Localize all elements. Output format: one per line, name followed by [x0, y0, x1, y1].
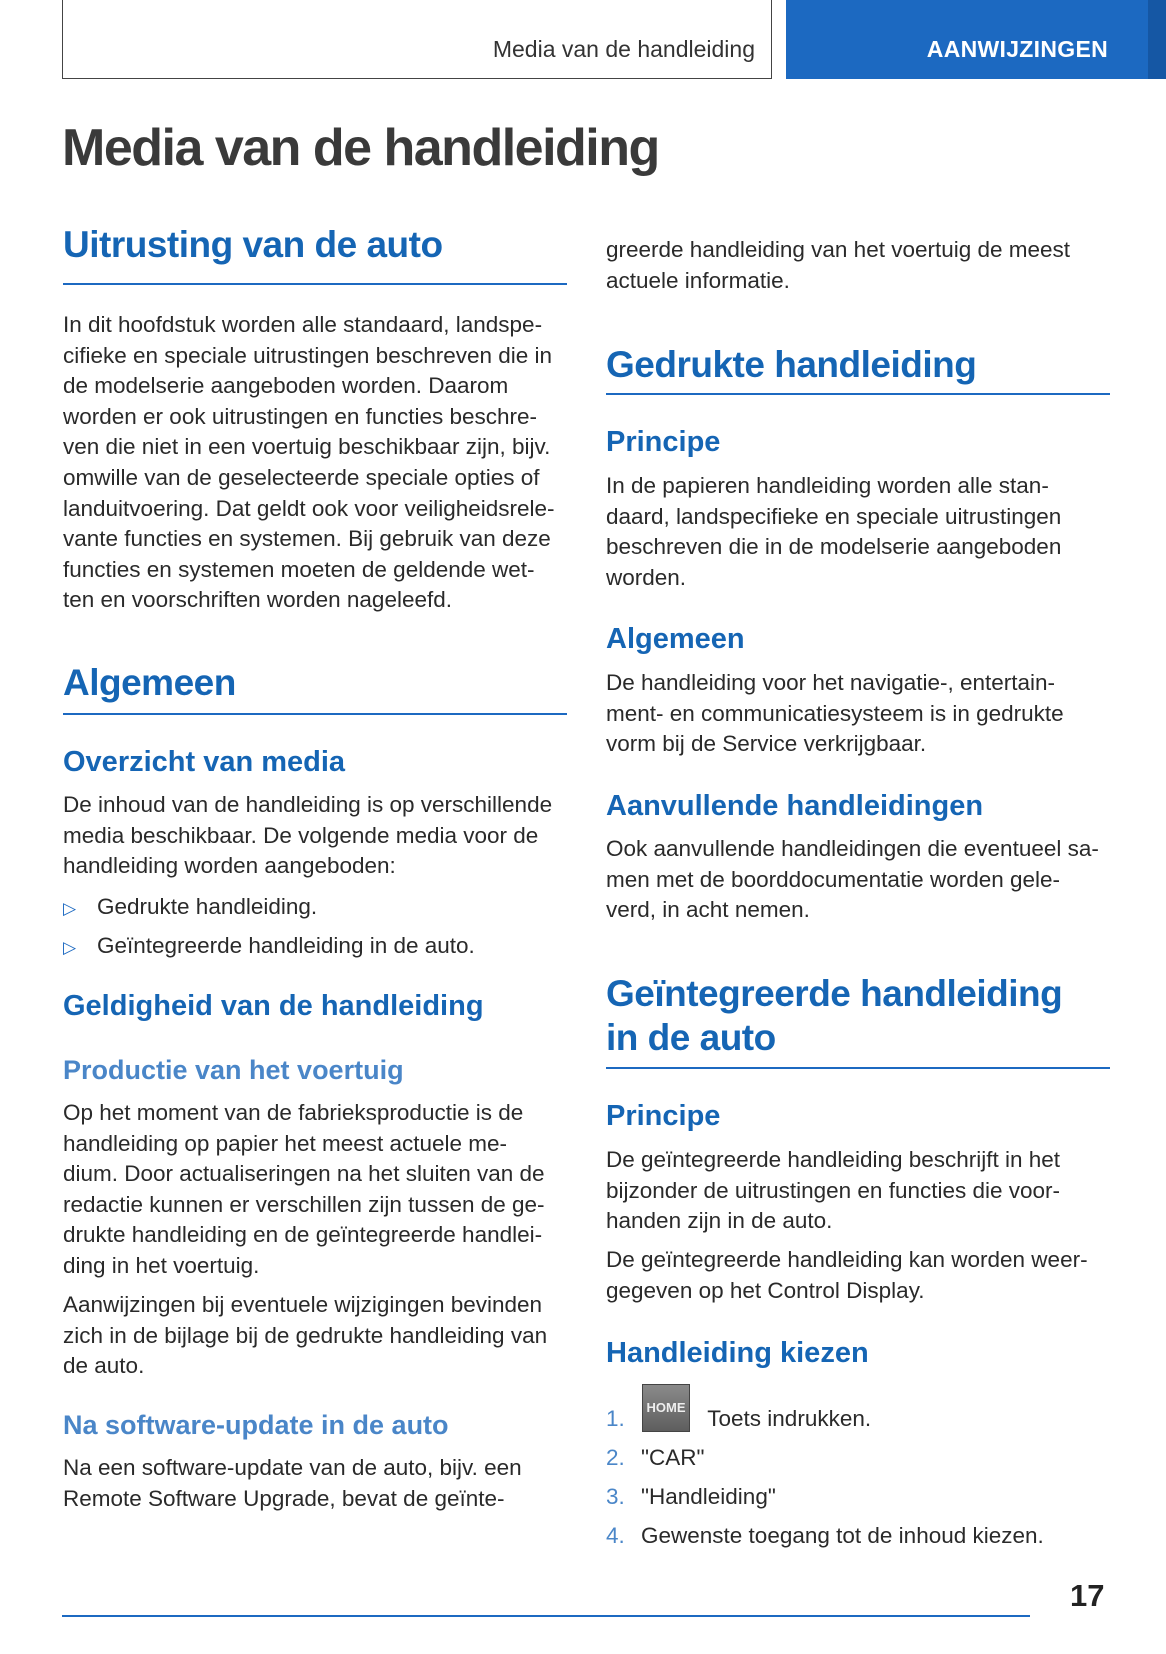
- heading-general: Algemeen: [63, 662, 236, 703]
- list-item: ▷ Geïntegreerde handleiding in de auto.: [63, 931, 475, 963]
- list-item: 1. HOME Toets indrukken.: [606, 1404, 871, 1434]
- heading-printed-manual: Gedrukte handleiding: [606, 344, 977, 385]
- heading-equipment: Uitrusting van de auto: [63, 224, 443, 265]
- heading-validity: Geldigheid van de handleiding: [63, 990, 484, 1022]
- additional-manuals-text: Ook aanvullende handleidingen die eventueel sa- men met de boorddocumentatie worden gele- verd, in acht nemen.: [606, 836, 1099, 923]
- heading-rule: [63, 713, 567, 715]
- heading-principle: Principe: [606, 1100, 721, 1132]
- triangle-bullet-icon: ▷: [63, 938, 77, 957]
- heading-additional-manuals: Aanvullende handleidingen: [606, 790, 984, 822]
- heading-rule: [606, 393, 1110, 395]
- software-update-text: Na een software-update van de auto, bijv. een Remote Software Upgrade, bevat de geïnte-: [63, 1455, 522, 1511]
- home-button-icon: HOME: [642, 1384, 690, 1432]
- triangle-bullet-icon: ▷: [63, 899, 77, 918]
- printed-principle-text: In de papieren handleiding worden alle stan- daard, landspecifieke en speciale uitrustingen beschreven die in de modelserie aangeboden worden.: [606, 473, 1062, 590]
- heading-overview-media: Overzicht van media: [63, 746, 346, 778]
- footer-rule: [62, 1615, 1030, 1617]
- page-title: Media van de handleiding: [62, 119, 659, 177]
- integrated-display-text: De geïntegreerde handleiding kan worden weer- gegeven op het Control Display.: [606, 1247, 1088, 1303]
- running-header-section: Media van de handleiding: [492, 36, 755, 62]
- heading-general-printed: Algemeen: [606, 623, 745, 655]
- integrated-principle-text: De geïntegreerde handleiding beschrijft in het bijzonder de uitrustingen en functies die voor- handen zijn in de auto.: [606, 1147, 1061, 1234]
- list-item: 2. "CAR": [606, 1445, 705, 1470]
- list-item: ▷ Gedrukte handleiding.: [63, 892, 317, 924]
- list-item: 4. Gewenste toegang tot de inhoud kiezen.: [606, 1523, 1044, 1548]
- heading-principle: Principe: [606, 426, 721, 458]
- heading-production: Productie van het voertuig: [63, 1055, 404, 1085]
- chapter-tab-label: AANWIJZINGEN: [926, 36, 1108, 62]
- chapter-tab-edge: [1148, 0, 1166, 79]
- heading-rule: [63, 283, 567, 285]
- equipment-text: In dit hoofdstuk worden alle standaard, landspe- cifieke en speciale uitrustingen beschreven die in de modelserie aangeboden worden. Daarom worden er ook uitrustingen en functies beschre- ven die niet in een voertuig beschikbaar zijn, bijv. omwille van de geselecteerde speciale opties of landuitvoering. Dat geldt ook voor veiligheidsrele- vante functies en systemen. Bij gebruik van deze functies en systemen moeten de geldende wet- ten en voorschriften worden nageleefd.: [63, 312, 555, 613]
- heading-software-update: Na software-update in de auto: [63, 1410, 449, 1440]
- production-note: Aanwijzingen bij eventuele wijzigingen bevinden zich in de bijlage bij de gedrukte handleiding van de auto.: [63, 1292, 548, 1379]
- continuation-text: greerde handleiding van het voertuig de meest actuele informatie.: [606, 237, 1071, 293]
- heading-integrated-manual: Geïntegreerde handleiding in de auto: [606, 973, 1063, 1058]
- production-text: Op het moment van de fabrieksproductie is de handleiding op papier het meest actuele me- dium. Door actualiseringen na het sluiten van de redactie kunnen er verschillen zijn tussen de ge- drukte handleiding en de geïntegreerde handlei- ding in het voertuig.: [63, 1100, 545, 1278]
- chapter-tab: [786, 0, 1148, 79]
- heading-rule: [606, 1067, 1110, 1069]
- heading-choose-manual: Handleiding kiezen: [606, 1337, 869, 1369]
- overview-text: De inhoud van de handleiding is op verschillende media beschikbaar. De volgende media voor de handleiding worden aangeboden:: [63, 792, 553, 879]
- list-item: 3. "Handleiding": [606, 1484, 776, 1509]
- page-number: 17: [1070, 1578, 1105, 1613]
- printed-general-text: De handleiding voor het navigatie-, entertain- ment- en communicatiesysteem is in gedrukte vorm bij de Service verkrijgbaar.: [606, 670, 1064, 757]
- running-header: [62, 0, 772, 79]
